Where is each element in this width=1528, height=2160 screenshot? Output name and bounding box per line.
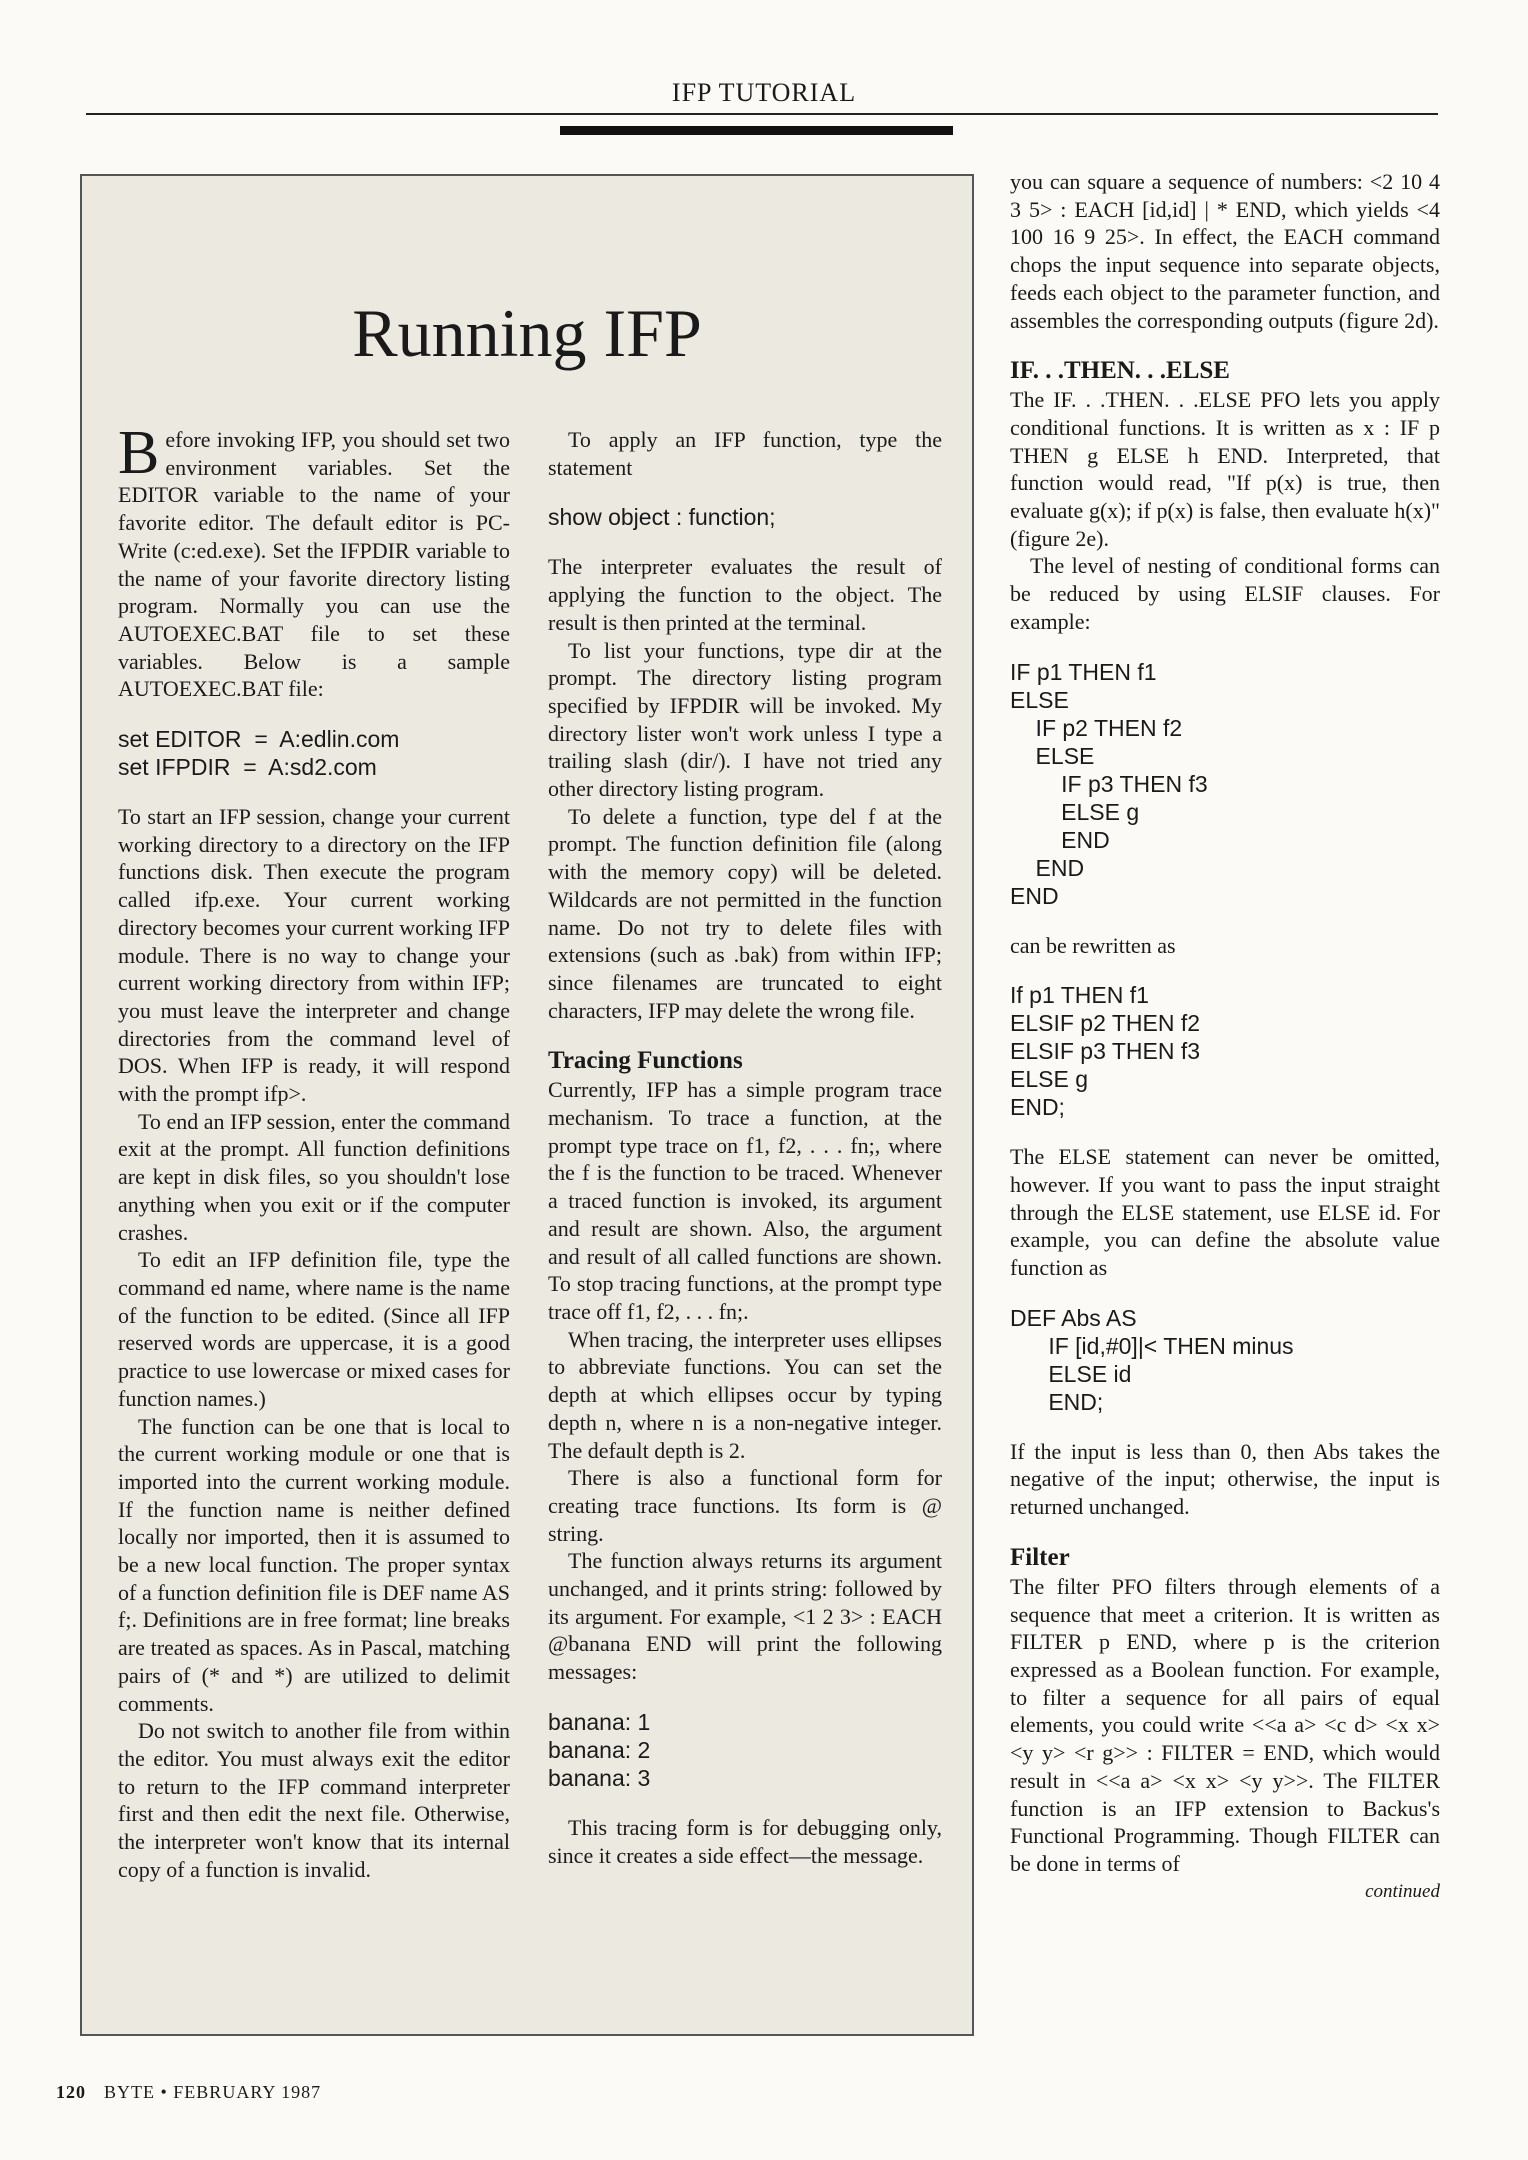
paragraph: Currently, IFP has a simple program trace mechanism. To trace a function, at the prompt type trace on f1, f2, . . . fn;, where the f is the function to be traced. Whenever a traced function is invoked, its argument and result are shown. Also, the argument and result of all called functions are shown. To stop tracing functions, at the prompt type trace off f1, f2, . . . fn;. xyxy=(548,1077,942,1324)
sidebar-column-1 xyxy=(118,419,510,1883)
continued-note: continued xyxy=(1365,1880,1440,1902)
code-line: banana: 1 xyxy=(548,1708,651,1735)
sidebar-title: Running IFP xyxy=(352,295,702,371)
header-bar xyxy=(560,126,953,135)
paragraph: The IF. . .THEN. . .ELSE PFO lets you apply conditional functions. It is written as x : IF p THEN g ELSE h END. Interpreted, that function would read, "If p(x) is true, then evaluate g(x); if p(x) is false, then evaluate h(x)" (figure 2e). xyxy=(1010,387,1440,551)
code-block: DEF Abs AS IF [id,#0]|< THEN minus ELSE id END; xyxy=(1010,1304,1294,1415)
code-line: show object : function; xyxy=(548,504,776,531)
paragraph: To end an IFP session, enter the command exit at the prompt. All function definitions are kept in disk files, so you shouldn't lose anything when you exit or if the computer crashes. xyxy=(118,1108,510,1245)
paragraph: When tracing, the interpreter uses ellipses to abbreviate functions. You can set the depth at which ellipses occur by typing depth n, where n is a non-negative integer. The default depth is 2. xyxy=(548,1326,942,1463)
running-header: IFP TUTORIAL xyxy=(671,78,857,107)
code-line: set EDITOR = A:edlin.com xyxy=(118,726,400,753)
main-column xyxy=(1010,168,1440,1905)
paragraph: To delete a function, type del f at the prompt. The function definition file (along with the memory copy) will be deleted. Wildcards are not permitted in the function name. Do not try to delete files with extensions (such as .bak) from within IFP; since filenames are truncated to eight characters, IFP may delete the wrong file. xyxy=(548,803,942,1023)
paragraph: The function can be one that is local to the current working module or one that is imported into the current working module. If the function name is neither defined locally nor imported, then it is assumed to be a new local function. The proper syntax of a function definition file is DEF name AS f;. Definitions are in free format; line breaks are treated as spaces. As in Pascal, matching pairs of (* and *) are utilized to delimit comments. xyxy=(118,1413,510,1716)
section-heading: Filter xyxy=(1010,1543,1070,1571)
section-heading: Tracing Functions xyxy=(548,1047,743,1075)
paragraph: Do not switch to another file from within the editor. You must always exit the editor to return to the IFP command interpreter first and then edit the next file. Otherwise, the interpreter won't know that its internal copy of a function is invalid. xyxy=(118,1718,510,1882)
code-line: set IFPDIR = A:sd2.com xyxy=(118,754,377,781)
paragraph-text: efore invoking IFP, you should set two environment variables. Set the EDITOR variable to the name of your favorite editor. The default editor is PC-Write (c:ed.exe). Set the IFPDIR variable to the name of your favorite directory listing program. Normally you can use the AUTOEXEC.BAT file to set these variables. Below is a sample AUTOEXEC.BAT file: xyxy=(118,427,510,702)
paragraph xyxy=(118,419,510,703)
paragraph: The ELSE statement can never be omitted, however. If you want to pass the input straight through the ELSE statement, use ELSE id. For example, you can define the absolute value function as xyxy=(1010,1144,1440,1281)
paragraph: The function always returns its argument unchanged, and it prints string: followed by its argument. For example, <1 2 3> : EACH @banana END will print the following messages: xyxy=(548,1548,942,1685)
paragraph: There is also a functional form for creating trace functions. Its form is @ string. xyxy=(548,1465,942,1546)
paragraph: you can square a sequence of numbers: <2 10 4 3 5> : EACH [id,id] | * END, which yields <4 100 16 9 25>. In effect, the EACH command chops the input sequence into separate objects, feeds each object to the parameter function, and assembles the corresponding outputs (figure 2d). xyxy=(1010,169,1440,333)
paragraph: If the input is less than 0, then Abs takes the negative of the input; otherwise, the input is returned unchanged. xyxy=(1010,1438,1440,1520)
paragraph: This tracing form is for debugging only, since it creates a side effect—the message. xyxy=(548,1814,942,1868)
paragraph: The interpreter evaluates the result of applying the function to the object. The result is then printed at the terminal. xyxy=(548,554,942,635)
magazine-issue: BYTE • FEBRUARY 1987 xyxy=(104,2082,322,2102)
paragraph: The level of nesting of conditional forms can be reduced by using ELSIF clauses. For example: xyxy=(1010,553,1440,634)
header-rule xyxy=(86,113,1438,115)
sidebar-box xyxy=(80,174,974,2036)
sidebar-column-2 xyxy=(548,426,942,1869)
drop-cap: B xyxy=(118,419,160,487)
section-heading: IF. . .THEN. . .ELSE xyxy=(1010,357,1230,385)
code-block: IF p1 THEN f1 ELSE IF p2 THEN f2 ELSE IF p3 THEN f3 ELSE g END END END xyxy=(1010,658,1208,909)
paragraph: To apply an IFP function, type the statement xyxy=(548,427,942,480)
page-number: 120 xyxy=(56,2082,86,2102)
paragraph: To start an IFP session, change your current working directory to a directory on the IFP functions disk. Then execute the program called ifp.exe. Your current working directory becomes your current working IFP module. There is no way to change your current working directory from within IFP; you must leave the interpreter and change directories from the command level of DOS. When IFP is ready, it will respond with the prompt ifp>. xyxy=(118,804,510,1107)
code-line: banana: 3 xyxy=(548,1764,651,1791)
code-block: If p1 THEN f1 ELSIF p2 THEN f2 ELSIF p3 THEN f3 ELSE g END; xyxy=(1010,982,1201,1121)
paragraph: To edit an IFP definition file, type the command ed name, where name is the name of the function to be edited. (Since all IFP reserved words are uppercase, it is a good practice to use lowercase or mixed cases for function names.) xyxy=(118,1247,510,1411)
page-footer xyxy=(56,2082,321,2103)
paragraph: The filter PFO filters through elements of a sequence that meet a criterion. It is written as FILTER p END, where p is the criterion expressed as a Boolean function. For example, to filter a sequence for all pairs of equal elements, you could write <<a a> <c d> <x x> <y y> <r g>> : FILTER = END, which would result in <<a a> <x x> <y y>>. The FILTER function is an IFP extension to Backus's Functional Programming. Though FILTER can be done in terms of xyxy=(1010,1573,1440,1876)
code-line: banana: 2 xyxy=(548,1736,651,1763)
paragraph: To list your functions, type dir at the prompt. The directory listing program specified by IFPDIR will be invoked. My directory lister won't work unless I type a trailing slash (dir/). I have not tried any other directory listing program. xyxy=(548,637,942,802)
paragraph: can be rewritten as xyxy=(1010,932,1176,958)
